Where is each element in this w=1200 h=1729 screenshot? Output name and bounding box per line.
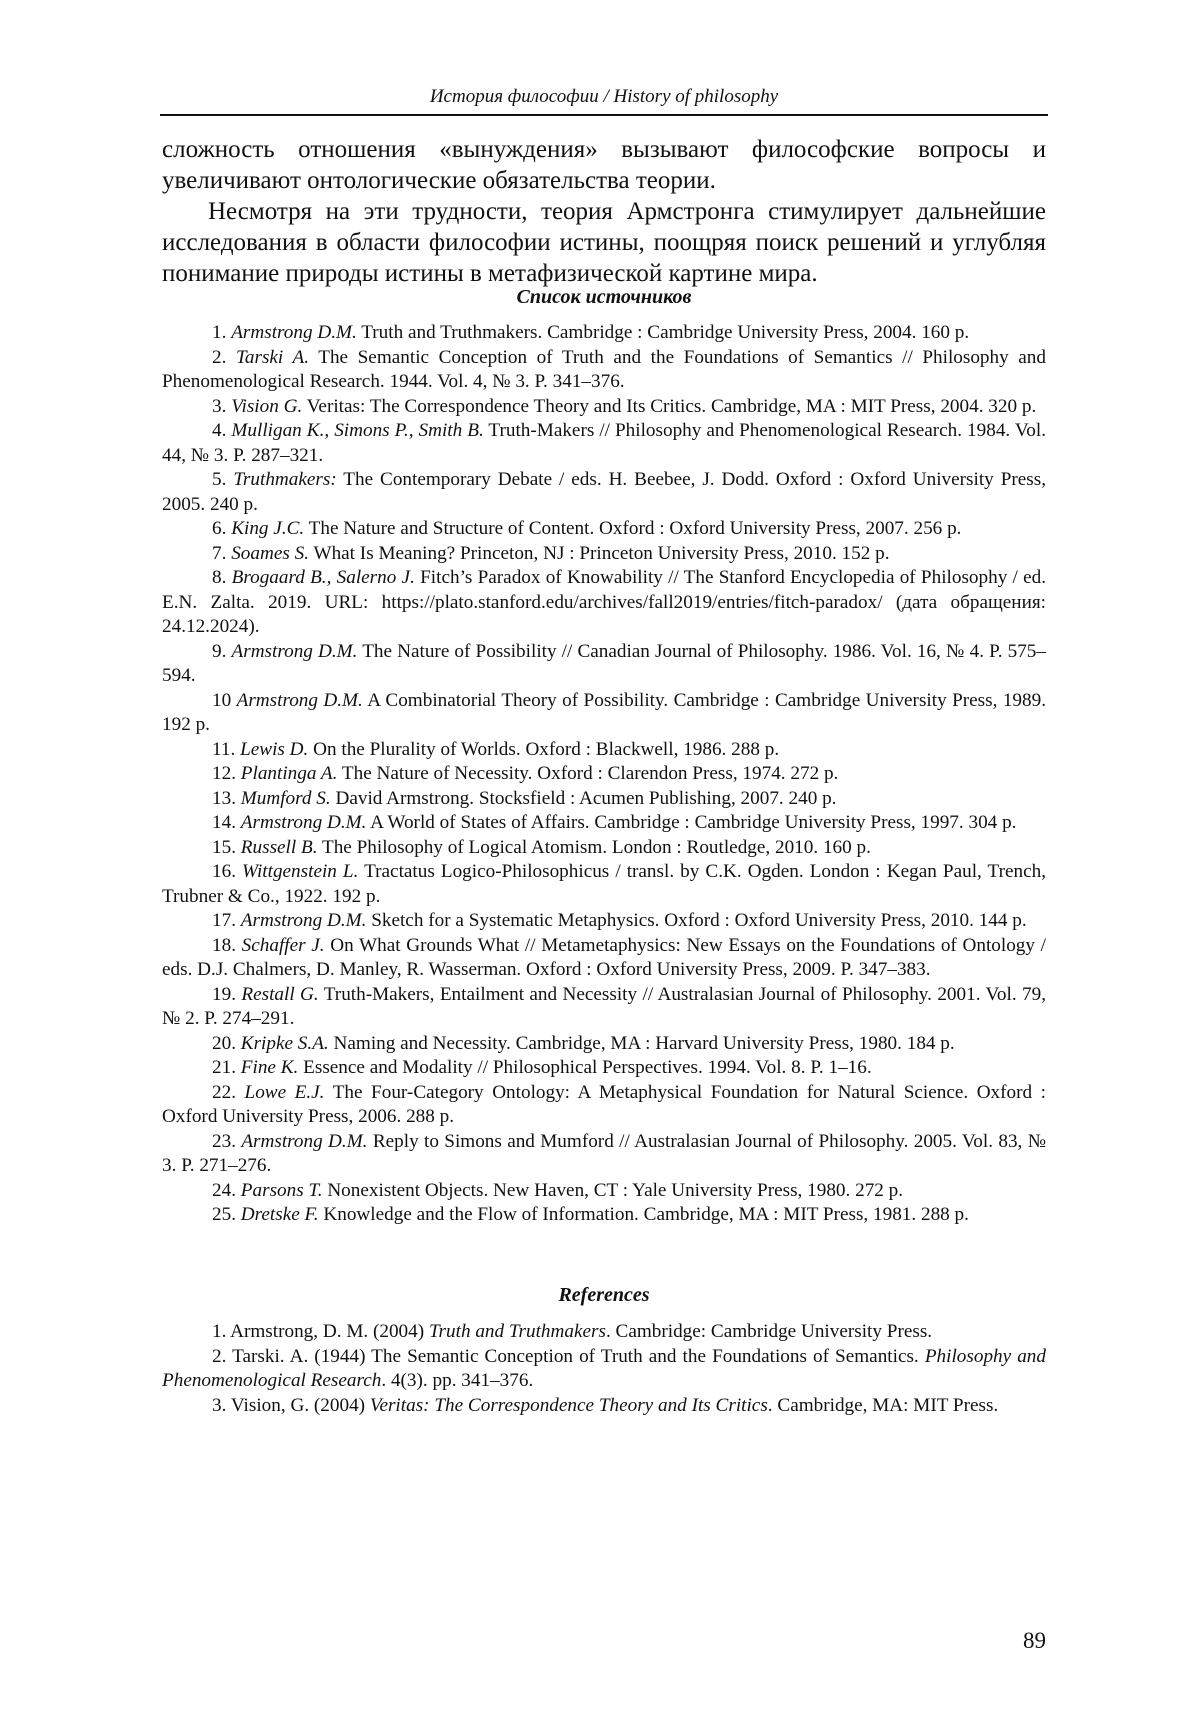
- entry-title: Veritas: The Correspondence Theory and Its Critics: [369, 1394, 768, 1416]
- source-entry: [162, 1056, 1046, 1081]
- entry-text: David Armstrong. Stocksfield : Acumen Publishing, 2007. 240 p.: [335, 787, 837, 809]
- entry-number: 5.: [212, 469, 227, 490]
- entry-text: Naming and Necessity. Cambridge, MA : Harvard University Press, 1980. 184 p.: [333, 1032, 955, 1054]
- entry-text: Truth-Makers, Entailment and Necessity // Australasian Journal of Philosophy. 2001. Vol. 79, № 2. P. 274–291.: [162, 983, 1047, 1029]
- entry-number: 21.: [212, 1057, 236, 1078]
- source-entry: [162, 346, 1046, 395]
- sources-list: [162, 321, 1046, 1228]
- sources-heading: Список источников: [516, 286, 692, 308]
- source-entry: [162, 1203, 1046, 1228]
- source-entry: [162, 419, 1046, 468]
- entry-number: 11.: [212, 738, 236, 760]
- entry-number: 8.: [212, 567, 227, 588]
- entry-author: Lewis D.: [240, 738, 309, 760]
- source-entry: [162, 787, 1046, 812]
- article-body-text: [162, 134, 1046, 289]
- entry-number: 14.: [212, 812, 236, 833]
- entry-author: Lowe E.J.: [244, 1081, 325, 1103]
- entry-number: 25.: [212, 1204, 236, 1225]
- source-entry: [162, 811, 1046, 836]
- entry-number: 4.: [212, 420, 227, 441]
- entry-author: Plantinga A.: [240, 763, 338, 784]
- reference-entry: [162, 1345, 1046, 1394]
- entry-title: Philosophy and Phenomenological Research: [162, 1345, 1046, 1391]
- source-entry: [162, 395, 1046, 420]
- page-number: 89: [1023, 1628, 1046, 1653]
- entry-suffix: . Cambridge: Cambridge University Press.: [605, 1321, 933, 1342]
- entry-text: Veritas: The Correspondence Theory and Its Critics. Cambridge, MA : MIT Press, 2004. 320 p.: [306, 395, 1037, 417]
- reference-entry: [162, 1394, 1046, 1419]
- entry-text: A World of States of Affairs. Cambridge : Cambridge University Press, 1997. 304 p.: [370, 812, 1017, 833]
- entry-author: Truthmakers:: [233, 469, 337, 490]
- entry-text: The Nature of Possibility // Canadian Journal of Philosophy. 1986. Vol. 16, № 4. P. 575–594.: [162, 640, 1046, 686]
- entry-text: Sketch for a Systematic Metaphysics. Oxford : Oxford University Press, 2010. 144 p.: [371, 910, 1027, 931]
- paragraph-conclusion: Несмотря на эти трудности, теория Армстронга стимулирует дальнейшие исследования в области философии истины, поощряя поиск решений и углубляя понимание природы истины в метафизической картине мира.: [162, 198, 1046, 287]
- entry-author: Dretske F.: [240, 1204, 319, 1225]
- entry-author: Mulligan K., Simons P., Smith B.: [231, 420, 484, 441]
- entry-text: Knowledge and the Flow of Information. Cambridge, MA : MIT Press, 1981. 288 p.: [323, 1204, 969, 1225]
- entry-text: Truth-Makers // Philosophy and Phenomenological Research. 1984. Vol. 44, № 3. P. 287–321.: [162, 420, 1047, 466]
- entry-author: Armstrong D.M.: [241, 1130, 368, 1152]
- entry-number: 13.: [212, 787, 236, 809]
- entry-author: Wittgenstein L.: [242, 861, 359, 882]
- source-entry: [162, 566, 1046, 640]
- entry-text: Tractatus Logico-Philosophicus / transl. by C.K. Ogden. London : Kegan Paul, Trench, Trubner & Co., 1922. 192 p.: [162, 861, 1046, 907]
- entry-author: King J.C.: [231, 518, 305, 539]
- entry-author: Schaffer J.: [241, 934, 325, 956]
- entry-number: 16.: [212, 861, 236, 882]
- entry-text: On What Grounds What // Metametaphysics: New Essays on the Foundations of Ontology / eds. D.J. Chalmers, D. Manley, R. Wasserman. Oxford : Oxford University Press, 2009. P. 347–383.: [162, 934, 1046, 980]
- entry-number: 18.: [212, 934, 236, 956]
- entry-suffix: . Cambridge, MA: MIT Press.: [767, 1394, 999, 1416]
- references-heading: References: [558, 1284, 650, 1306]
- entry-number: 19.: [212, 983, 236, 1005]
- entry-text: The Philosophy of Logical Atomism. London : Routledge, 2010. 160 p.: [321, 836, 871, 858]
- entry-author: Armstrong D.M.: [240, 910, 367, 931]
- entry-author: Russell B.: [240, 836, 318, 858]
- entry-suffix: . 4(3). pp. 341–376.: [381, 1370, 534, 1391]
- source-entry: [162, 983, 1046, 1032]
- entry-text: On the Plurality of Worlds. Oxford : Blackwell, 1986. 288 p.: [313, 738, 780, 760]
- entry-number: 2.: [212, 346, 227, 368]
- entry-text: The Nature of Necessity. Oxford : Clarendon Press, 1974. 272 p.: [341, 763, 839, 784]
- paragraph-continuation: сложность отношения «вынуждения» вызывают философские вопросы и увеличивают онтологические обязательства теории.: [162, 136, 1046, 194]
- entry-text: Nonexistent Objects. New Haven, CT : Yale University Press, 1980. 272 p.: [327, 1179, 904, 1201]
- entry-number: 17.: [212, 910, 236, 931]
- reference-entry: [162, 1320, 1046, 1345]
- source-entry: [162, 517, 1046, 542]
- source-entry: [162, 1179, 1046, 1204]
- entry-text: What Is Meaning? Princeton, NJ : Princeton University Press, 2010. 152 p.: [313, 542, 890, 564]
- source-entry: [162, 640, 1046, 689]
- entry-author: Tarski A.: [235, 346, 309, 368]
- entry-number: 3.: [212, 395, 227, 417]
- entry-text: The Semantic Conception of Truth and the Foundations of Semantics // Philosophy and Phenomenological Research. 1944. Vol. 4, № 3. P. 341–376.: [162, 346, 1046, 392]
- entry-author: Parsons T.: [240, 1179, 323, 1201]
- entry-text: The Contemporary Debate / eds. H. Beebee, J. Dodd. Oxford : Oxford University Press, 2005. 240 p.: [162, 469, 1046, 515]
- source-entry: [162, 909, 1046, 934]
- entry-number: 2.: [212, 1345, 227, 1367]
- entry-title: Truth and Truthmakers: [428, 1321, 606, 1342]
- entry-number: 1.: [212, 322, 227, 343]
- source-entry: [162, 689, 1046, 738]
- entry-text: Fitch’s Paradox of Knowability // The Stanford Encyclopedia of Philosophy / ed. E.N. Zalta. 2019. URL: https://plato.stanford.edu/archives/fall2019/entries/fitch-paradox/ (дата обращения: 24.12.2024).: [162, 567, 1047, 637]
- entry-text: The Nature and Structure of Content. Oxford : Oxford University Press, 2007. 256 p.: [308, 518, 962, 539]
- entry-number: 7.: [212, 542, 227, 564]
- entry-number: 6.: [212, 518, 227, 539]
- references-list: [162, 1320, 1046, 1418]
- source-entry: [162, 738, 1046, 763]
- source-entry: [162, 321, 1046, 346]
- entry-author: Armstrong D.M.: [236, 689, 363, 711]
- entry-number: 22.: [212, 1081, 236, 1103]
- entry-prefix: Tarski. A. (1944) The Semantic Conception of Truth and the Foundations of Semantics.: [232, 1345, 919, 1367]
- entry-author: Armstrong D.M.: [240, 812, 367, 833]
- entry-number: 1.: [212, 1321, 227, 1342]
- source-entry: [162, 860, 1046, 909]
- entry-text: A Combinatorial Theory of Possibility. Cambridge : Cambridge University Press, 1989. 192 p.: [162, 689, 1046, 735]
- entry-number: 12.: [212, 763, 236, 784]
- entry-author: Fine K.: [240, 1057, 299, 1078]
- source-entry: [162, 1032, 1046, 1057]
- entry-prefix: Vision, G. (2004): [230, 1394, 366, 1416]
- entry-prefix: Armstrong, D. M. (2004): [230, 1321, 425, 1342]
- source-entry: [162, 762, 1046, 787]
- entry-number: 3.: [212, 1394, 227, 1416]
- entry-author: Brogaard B., Salerno J.: [231, 567, 415, 588]
- entry-author: Armstrong D.M.: [231, 640, 358, 662]
- source-entry: [162, 1130, 1046, 1179]
- entry-text: The Four-Category Ontology: A Metaphysical Foundation for Natural Science. Oxford : Oxford University Press, 2006. 288 p.: [162, 1081, 1046, 1127]
- entry-number: 15.: [212, 836, 236, 858]
- entry-number: 23.: [212, 1130, 236, 1152]
- entry-text: Truth and Truthmakers. Cambridge : Cambridge University Press, 2004. 160 p.: [361, 322, 970, 343]
- entry-author: Soames S.: [231, 542, 309, 564]
- entry-number: 24.: [212, 1179, 236, 1201]
- source-entry: [162, 836, 1046, 861]
- entry-author: Kripke S.A.: [240, 1032, 329, 1054]
- entry-author: Restall G.: [241, 983, 319, 1005]
- source-entry: [162, 542, 1046, 567]
- running-header: История философии / History of philosophy: [160, 86, 1048, 116]
- entry-text: Essence and Modality // Philosophical Perspectives. 1994. Vol. 8. P. 1–16.: [303, 1057, 872, 1078]
- entry-number: 10: [212, 689, 232, 711]
- entry-text: Reply to Simons and Mumford // Australasian Journal of Philosophy. 2005. Vol. 83, № 3. P. 271–276.: [162, 1130, 1046, 1176]
- entry-author: Vision G.: [231, 395, 303, 417]
- entry-number: 9.: [212, 640, 227, 662]
- entry-author: Mumford S.: [240, 787, 331, 809]
- source-entry: [162, 1081, 1046, 1130]
- source-entry: [162, 934, 1046, 983]
- entry-number: 20.: [212, 1032, 236, 1054]
- source-entry: [162, 468, 1046, 517]
- entry-author: Armstrong D.M.: [231, 322, 357, 343]
